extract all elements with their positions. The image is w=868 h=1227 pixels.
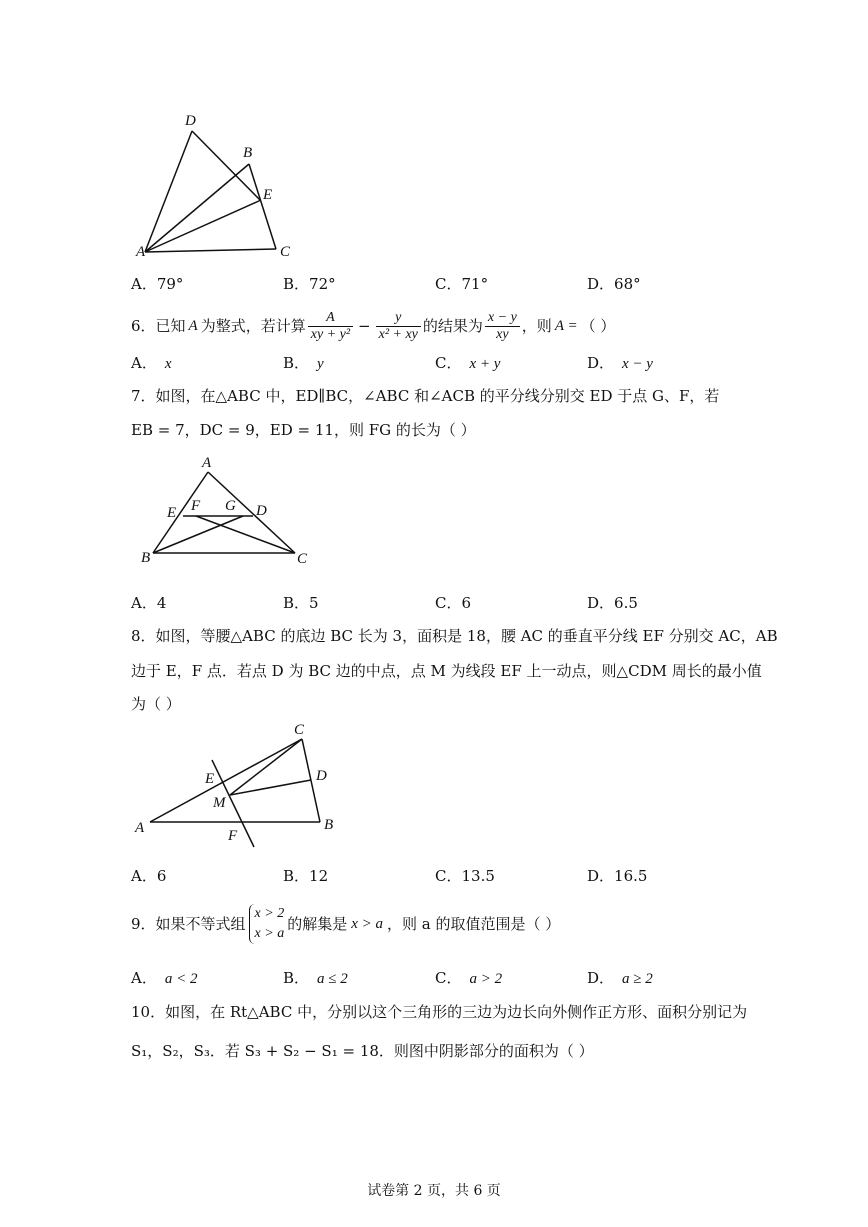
q9-stem xyxy=(131,901,560,947)
q6-option-b[interactable]: B． y xyxy=(283,354,324,372)
q7-label-b: B xyxy=(141,550,151,566)
q5-label-c: C xyxy=(280,244,291,260)
q7-stem-line2: EB = 7，DC = 9，ED = 11，则 FG 的长为（ ） xyxy=(131,421,476,439)
q7-label-e: E xyxy=(167,505,177,521)
q8-label-b: B xyxy=(324,817,334,833)
q6-text1: 为整式，若计算 xyxy=(200,317,306,335)
q7-label-d: D xyxy=(256,503,267,519)
q9-solution: x > a xyxy=(351,916,384,932)
q10-stem-line1: 10．如图，在 Rt△ABC 中，分别以这个三角形的三边为边长向外侧作正方形、面积分别记为 xyxy=(131,1003,748,1021)
q8-label-m: M xyxy=(213,795,226,811)
q9-option-a[interactable]: A． a < 2 xyxy=(131,969,198,987)
q9-text1: 的解集是 xyxy=(287,915,348,933)
q7-label-f: F xyxy=(191,498,201,514)
q8-stem-line1: 8．如图，等腰△ABC 的底边 BC 长为 3，面积是 18，腰 AC 的垂直平分线 EF 分别交 AC，AB xyxy=(131,627,778,645)
q8-option-a[interactable]: A．6 xyxy=(131,867,167,885)
q7-stem-line1: 7．如图，在△ABC 中，ED∥BC，∠ABC 和∠ACB 的平分线分别交 ED 于点 G、F，若 xyxy=(131,387,720,405)
q6-text3: ，则 xyxy=(521,317,552,335)
q6-minus: − xyxy=(358,317,371,335)
q9-inequality-system: x > 2 x > a xyxy=(249,904,285,944)
q6-text2: 的结果为 xyxy=(422,317,483,335)
q9-prefix: 9．如果不等式组 xyxy=(131,915,246,933)
q8-stem-line3: 为（ ） xyxy=(131,695,181,713)
q6-fraction-2: $\frac{y}{\text{x² + xy}}$ xyxy=(376,310,421,343)
q7-option-d[interactable]: D．6.5 xyxy=(587,594,638,612)
q6-fraction-1: $\frac{A}{\text{xy + y²}}$ xyxy=(308,310,353,343)
q5-label-e: E xyxy=(263,187,273,203)
q9-option-c[interactable]: C． a > 2 xyxy=(435,969,503,987)
q7-label-g: G xyxy=(225,498,236,514)
q6-paren: （ ） xyxy=(580,317,616,335)
q9-option-d[interactable]: D． a ≥ 2 xyxy=(587,969,653,987)
q9-option-b[interactable]: B． a ≤ 2 xyxy=(283,969,348,987)
q9-text2: ，则 a 的取值范围是（ ） xyxy=(387,915,561,933)
q5-option-d[interactable]: D．68° xyxy=(587,275,641,293)
q5-label-d: D xyxy=(185,113,196,129)
q7-option-a[interactable]: A．4 xyxy=(131,594,167,612)
q10-stem-line2: S₁，S₂，S₃．若 S₃ + S₂ − S₁ = 18．则图中阴影部分的面积为（ ） xyxy=(131,1042,594,1060)
page-footer: 试卷第 2 页，共 6 页 xyxy=(367,1183,501,1199)
q8-label-e: E xyxy=(205,771,215,787)
q7-option-c[interactable]: C．6 xyxy=(435,594,472,612)
q6-var-a: A xyxy=(188,318,198,334)
q5-label-b: B xyxy=(243,145,253,161)
q6-option-d[interactable]: D． x − y xyxy=(587,354,653,372)
q8-stem-line2: 边于 E，F 点．若点 D 为 BC 边的中点，点 M 为线段 EF 上一动点，则△CDM 周长的最小值 xyxy=(131,662,762,680)
q5-option-c[interactable]: C．71° xyxy=(435,275,489,293)
q7-option-b[interactable]: B．5 xyxy=(283,594,319,612)
q8-label-c: C xyxy=(294,722,305,738)
q8-option-c[interactable]: C．13.5 xyxy=(435,867,495,885)
q6-option-a[interactable]: A． x xyxy=(131,354,172,372)
q6-prefix: 6．已知 xyxy=(131,317,186,335)
q6-option-c[interactable]: C． x + y xyxy=(435,354,501,372)
q5-label-a: A xyxy=(136,244,146,260)
q7-label-c: C xyxy=(297,551,308,567)
q8-label-f: F xyxy=(228,828,238,844)
q8-option-b[interactable]: B．12 xyxy=(283,867,329,885)
q6-fraction-3: $\frac{x - y}{xy}$ xyxy=(485,310,520,343)
q6-eq: A = xyxy=(554,318,578,334)
q8-label-d: D xyxy=(316,768,327,784)
q8-label-a: A xyxy=(135,820,145,836)
q7-label-a: A xyxy=(202,455,212,471)
q8-option-d[interactable]: D．16.5 xyxy=(587,867,648,885)
q5-option-a[interactable]: A．79° xyxy=(131,275,184,293)
q5-option-b[interactable]: B．72° xyxy=(283,275,336,293)
